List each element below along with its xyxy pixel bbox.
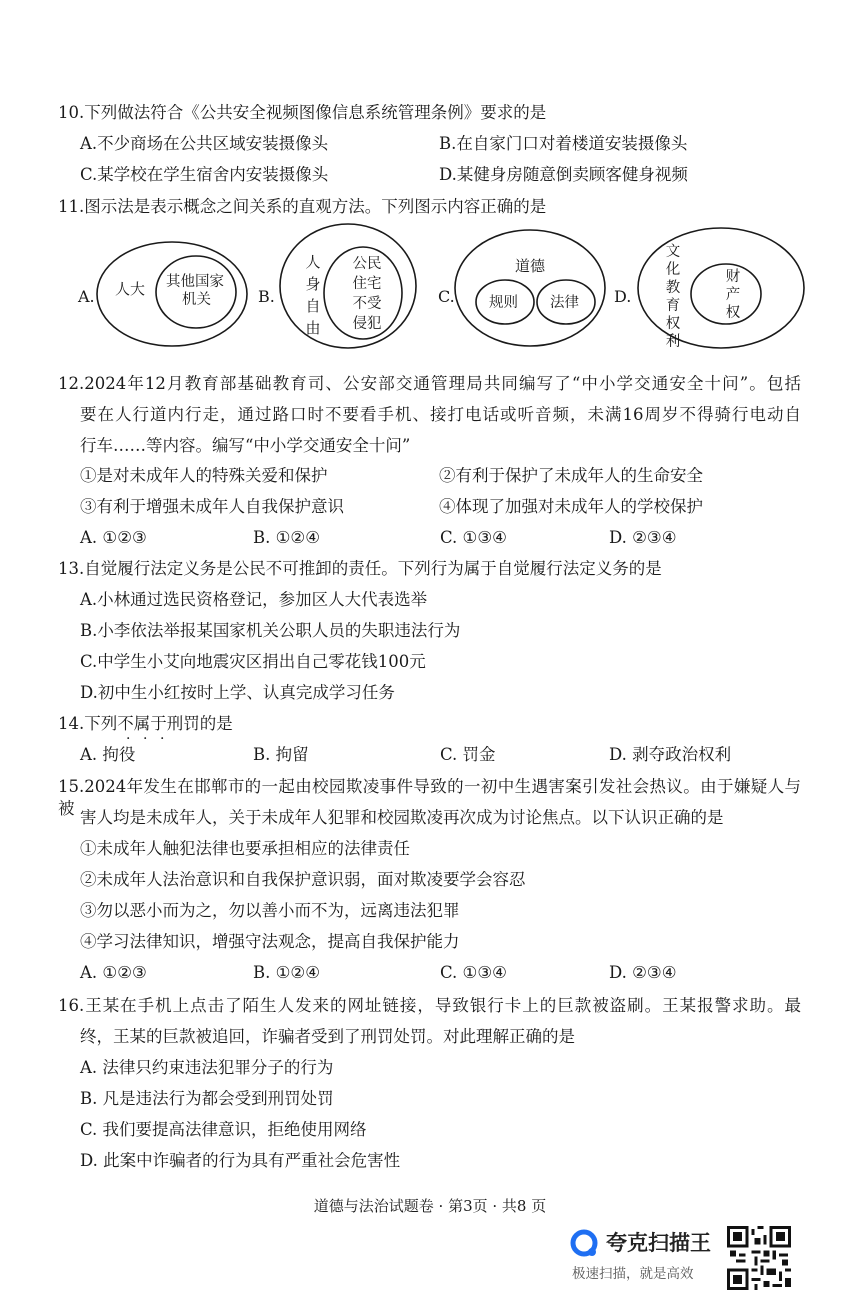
diagram-label-char: 权 bbox=[665, 316, 681, 332]
q10-option-d: D.某健身房随意倒卖顾客健身视频 bbox=[439, 165, 688, 184]
q11-stem: 11.图示法是表示概念之间关系的直观方法。下列图示内容正确的是 bbox=[58, 197, 547, 216]
q16-option-a: A. 法律只约束违法犯罪分子的行为 bbox=[80, 1058, 334, 1077]
diagram-label-char: 自 bbox=[305, 297, 321, 315]
q11-c-right-label: 法律 bbox=[550, 295, 579, 311]
emphasis-dot: · bbox=[143, 731, 148, 747]
diagram-label-char: 化 bbox=[665, 262, 681, 278]
q11-a-inner-label-1: 其他国家 bbox=[166, 274, 224, 290]
q12-option-b: B. ①②④ bbox=[253, 528, 320, 547]
q11-c-outer-label: 道德 bbox=[515, 257, 546, 275]
diagram-label-char: 财 bbox=[725, 269, 741, 285]
q11-b-inner-label bbox=[353, 255, 382, 332]
emphasis-dot: · bbox=[160, 731, 165, 747]
q11-diagrams bbox=[0, 0, 860, 360]
q12-option-c: C. ①③④ bbox=[440, 528, 507, 547]
q12-stem-line-1: 12.2024年12月教育部基础教育司、公安部交通管理局共同编写了“中小学交通安全十问”。包括 bbox=[58, 374, 801, 393]
q11-a-outer-label: 人大 bbox=[115, 280, 146, 298]
q15-statement-2: ②未成年人法治意识和自我保护意识弱，面对欺凌要学会容忍 bbox=[80, 870, 526, 889]
q12-stem-line-2: 要在人行道内行走，通过路口时不要看手机、接打电话或听音频，未满16周岁不得骑行电动自 bbox=[80, 405, 801, 424]
diagram-label-char: 人 bbox=[305, 253, 321, 271]
q16-stem-line-1: 16.王某在手机上点击了陌生人发来的网址链接，导致银行卡上的巨款被盗刷。王某报警求助。最 bbox=[58, 996, 801, 1015]
q11-diagram-d bbox=[614, 228, 804, 350]
diagram-label-char: 教 bbox=[665, 280, 681, 296]
q11-c-outer-circle bbox=[455, 230, 605, 346]
watermark-subtitle: 极速扫描，就是高效 bbox=[572, 1266, 694, 1282]
q11-diagram-c bbox=[438, 230, 605, 346]
q15-option-c: C. ①③④ bbox=[440, 963, 507, 982]
emphasis-dot: · bbox=[126, 731, 131, 747]
q12-statement-1: ①是对未成年人的特殊关爱和保护 bbox=[80, 466, 328, 485]
q16-stem-line-2: 终，王某的巨款被追回，诈骗者受到了刑罚处罚。对此理解正确的是 bbox=[80, 1027, 575, 1046]
q12-statement-4: ④体现了加强对未成年人的学校保护 bbox=[439, 497, 703, 516]
q16-option-c: C. 我们要提高法律意识，拒绝使用网络 bbox=[80, 1120, 367, 1139]
q11-c-letter: C. bbox=[438, 287, 455, 306]
diagram-label-char: 文 bbox=[665, 244, 681, 260]
diagram-label-char: 身 bbox=[305, 275, 321, 293]
scanner-watermark bbox=[570, 1225, 720, 1295]
q13-option-d: D.初中生小红按时上学、认真完成学习任务 bbox=[80, 683, 395, 702]
diagram-label-char: 不受 bbox=[352, 296, 382, 312]
q14-stem: 14.下列不属于刑罚的是 bbox=[58, 714, 233, 733]
q12-statement-3: ③有利于增强未成年人自我保护意识 bbox=[80, 497, 344, 516]
watermark-title: 夸克扫描王 bbox=[606, 1231, 711, 1255]
diagram-label-char: 利 bbox=[665, 334, 681, 350]
diagram-label-char: 权 bbox=[725, 305, 741, 321]
q11-c-left-label: 规则 bbox=[489, 295, 518, 311]
diagram-label-char: 产 bbox=[725, 287, 741, 303]
q11-a-letter: A. bbox=[78, 287, 95, 306]
q12-option-a: A. ①②③ bbox=[80, 528, 147, 547]
q11-diagram-a bbox=[77, 242, 247, 346]
q15-statement-1: ①未成年人触犯法律也要承担相应的法律责任 bbox=[80, 839, 410, 858]
q13-option-b: B.小李依法举报某国家机关公职人员的失职违法行为 bbox=[80, 621, 461, 640]
q15-option-a: A. ①②③ bbox=[80, 963, 147, 982]
q12-stem-line-3: 行车……等内容。编写“中小学交通安全十问” bbox=[80, 436, 411, 455]
q11-b-outer-label bbox=[305, 253, 320, 337]
page-footer: 道德与法治试题卷 · 第3页 · 共8 页 bbox=[313, 1197, 547, 1215]
diagram-label-char: 由 bbox=[305, 319, 321, 337]
q11-b-outer-circle bbox=[280, 224, 416, 348]
diagram-label-char: 侵犯 bbox=[352, 316, 382, 332]
q11-d-outer-circle bbox=[638, 228, 804, 348]
q12-option-d: D. ②③④ bbox=[609, 528, 677, 547]
q12-statement-2: ②有利于保护了未成年人的生命安全 bbox=[439, 466, 703, 485]
q15-statement-4: ④学习法律知识，增强守法观念，提高自我保护能力 bbox=[80, 932, 460, 951]
q11-d-inner-label bbox=[726, 267, 741, 321]
diagram-label-char: 住宅 bbox=[352, 276, 382, 292]
q10-option-c: C.某学校在学生宿舍内安装摄像头 bbox=[80, 165, 329, 184]
q14-option-c: C. 罚金 bbox=[440, 745, 496, 764]
q15-stem-line-2: 害人均是未成年人，关于未成年人犯罪和校园欺凌再次成为讨论焦点。以下认识正确的是 bbox=[80, 808, 724, 827]
q10-option-b: B.在自家门口对着楼道安装摄像头 bbox=[439, 134, 688, 153]
q15-option-b: B. ①②④ bbox=[253, 963, 320, 982]
q15-statement-3: ③勿以恶小而为之，勿以善小而不为，远离违法犯罪 bbox=[80, 901, 460, 920]
q13-stem: 13.自觉履行法定义务是公民不可推卸的责任。下列行为属于自觉履行法定义务的是 bbox=[58, 559, 662, 578]
q14-option-a: A. 拘役 bbox=[80, 745, 136, 764]
quark-logo-icon bbox=[570, 1229, 600, 1259]
qr-code-icon bbox=[727, 1226, 791, 1290]
q14-option-d: D. 剥夺政治权利 bbox=[609, 745, 732, 764]
q11-diagram-b bbox=[258, 224, 416, 348]
q13-option-a: A.小林通过选民资格登记，参加区人大代表选举 bbox=[80, 590, 428, 609]
q14-option-b: B. 拘留 bbox=[253, 745, 309, 764]
q13-option-c: C.中学生小艾向地震灾区捐出自己零花钱100元 bbox=[80, 652, 426, 671]
diagram-label-char: 公民 bbox=[352, 256, 382, 272]
q10-option-a: A.不少商场在公共区域安装摄像头 bbox=[80, 134, 329, 153]
q11-a-inner-label-2: 机关 bbox=[182, 292, 211, 308]
q11-d-letter: D. bbox=[614, 287, 632, 306]
q11-b-letter: B. bbox=[258, 287, 275, 306]
diagram-label-char: 育 bbox=[665, 298, 681, 314]
q16-option-b: B. 凡是违法行为都会受到刑罚处罚 bbox=[80, 1089, 334, 1108]
q16-option-d: D. 此案中诈骗者的行为具有严重社会危害性 bbox=[80, 1151, 401, 1170]
q15-stem-line-1: 15.2024年发生在邯郸市的一起由校园欺凌事件导致的一初中生遇害案引发社会热议。由于嫌疑人与被 bbox=[58, 777, 801, 818]
q11-d-outer-label bbox=[666, 243, 681, 350]
q10-stem: 10.下列做法符合《公共安全视频图像信息系统管理条例》要求的是 bbox=[58, 103, 547, 122]
q15-option-d: D. ②③④ bbox=[609, 963, 677, 982]
